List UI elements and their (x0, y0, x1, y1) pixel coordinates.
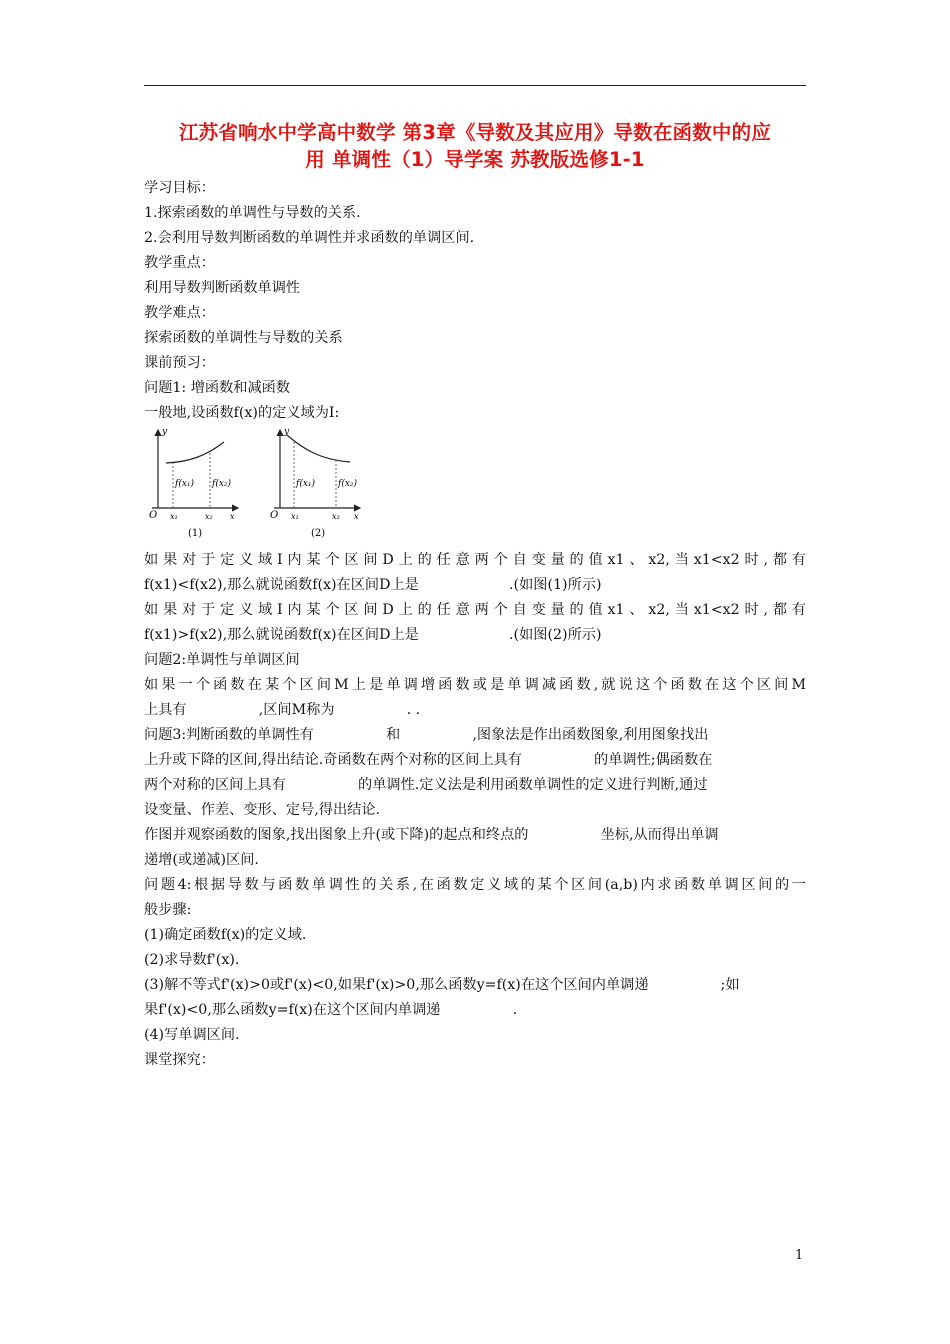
increasing-def-line-2: f(x1)<f(x2),那么就说函数f(x)在区间D上是 .(如图(1)所示) (144, 577, 602, 593)
step-3-line-1: (3)解不等式f'(x)>0或f'(x)<0,如果f'(x)>0,那么函数y=f(x)在这个区间内单调递 ;如 (144, 977, 740, 993)
question-4-line-1: 问题4:根据导数与函数单调性的关系,在函数定义域的某个区间(a,b)内求函数单调区间的一 (144, 877, 806, 893)
step-3-line-2: 果f'(x)<0,那么函数y=f(x)在这个区间内单调递 . (144, 1002, 518, 1018)
fx1-label-2: f(x₁) (296, 479, 316, 489)
fx2-label-2: f(x₂) (338, 479, 358, 489)
decreasing-def-line-2: f(x1)>f(x2),那么就说函数f(x)在区间D上是 .(如图(2)所示) (144, 627, 602, 643)
y-label-1: y (162, 427, 168, 437)
caption-1: (1) (188, 528, 203, 539)
question-2-line-1: 如果一个函数在某个区间M上是单调增函数或是单调减函数,就说这个函数在这个区间M (144, 677, 806, 693)
section-preview: 课前预习： (144, 355, 215, 371)
origin-label-1: O (149, 510, 158, 521)
origin-label-2: O (270, 510, 279, 521)
section-key-points: 教学重点： (144, 255, 215, 271)
x-label-2: x (354, 512, 359, 521)
x2-label-2: x₂ (332, 512, 340, 521)
monotonic-function-figure (144, 420, 384, 546)
title-line-2: 用 单调性（1）导学案 苏教版选修1-1 (305, 148, 645, 171)
section-classroom: 课堂探究： (144, 1052, 215, 1068)
decreasing-def-line-1: 如果对于定义域I内某个区间D上的任意两个自变量的值x1、x2,当x1<x2时,都有 (144, 602, 806, 618)
step-4: (4)写单调区间. (144, 1027, 240, 1043)
document-title (140, 119, 810, 173)
title-line-1: 江苏省响水中学高中数学 第3章《导数及其应用》导数在函数中的应 (178, 121, 772, 144)
fx2-label-1: f(x₂) (212, 479, 232, 489)
step-2: (2)求导数f'(x). (144, 952, 240, 968)
x2-label-1: x₂ (205, 512, 213, 521)
question-2-line-2: 上具有 ,区间M称为 . . (144, 702, 421, 718)
header-rule (144, 85, 806, 86)
page-number: 1 (795, 1248, 804, 1263)
question-4-line-2: 般步骤: (144, 902, 192, 918)
domain-intro: 一般地,设函数f(x)的定义域为I: (144, 405, 340, 421)
x1-label-2: x₁ (291, 512, 299, 521)
y-label-2: y (284, 427, 290, 437)
x1-label-1: x₁ (170, 512, 178, 521)
fx1-label-1: f(x₁) (175, 479, 195, 489)
step-1: (1)确定函数f(x)的定义域. (144, 927, 307, 943)
question-3-line-6: 递增(或递减)区间. (144, 852, 259, 868)
graph-increasing (149, 427, 238, 539)
difficulty-text: 探索函数的单调性与导数的关系 (144, 330, 343, 346)
question-3-line-4: 设变量、作差、变形、定号,得出结论. (144, 802, 381, 818)
decreasing-curve (287, 435, 350, 462)
graph-decreasing (270, 427, 360, 539)
section-difficulties: 教学难点： (144, 305, 215, 321)
x-label-1: x (230, 512, 235, 521)
question-3-line-3: 两个对称的区间上具有 的单调性.定义法是利用函数单调性的定义进行判断,通过 (144, 777, 708, 793)
increasing-curve (166, 442, 224, 463)
objective-2: 2.会利用导数判断函数的单调性并求函数的单调区间. (144, 230, 475, 246)
section-objectives: 学习目标： (144, 180, 215, 196)
question-2-heading: 问题2:单调性与单调区间 (144, 652, 300, 668)
increasing-def-line-1: 如果对于定义域I内某个区间D上的任意两个自变量的值x1、x2,当x1<x2时,都有 (144, 552, 806, 568)
caption-2: (2) (311, 528, 326, 539)
question-3-line-2: 上升或下降的区间,得出结论.奇函数在两个对称的区间上具有 的单调性;偶函数在 (144, 752, 713, 768)
question-3-line-1: 问题3:判断函数的单调性有 和 ,图象法是作出函数图象,利用图象找出 (144, 727, 709, 743)
key-point-text: 利用导数判断函数单调性 (144, 280, 301, 296)
question-3-line-5: 作图并观察函数的图象,找出图象上升(或下降)的起点和终点的 坐标,从而得出单调 (144, 827, 719, 843)
objective-1: 1.探索函数的单调性与导数的关系. (144, 205, 361, 221)
question-1-heading: 问题1: 增函数和减函数 (144, 380, 291, 396)
